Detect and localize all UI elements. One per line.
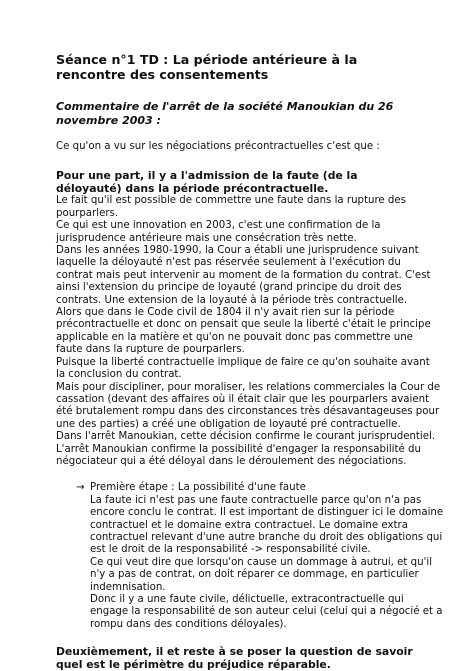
- text-line: précontractuelle et donc on pensait que seule la liberté c'était le principe: [56, 319, 431, 331]
- text-line: jurisprudence antérieure mais une consécration très nette.: [56, 232, 357, 244]
- document-subtitle: Commentaire de l'arrêt de la société Manoukian du 26 novembre 2003 :: [56, 100, 394, 127]
- text-line: Donc il y a une faute civile, délictuelle, extracontractuelle qui: [90, 594, 404, 605]
- bullet-title: Première étape : La possibilité d'une faute: [90, 482, 306, 494]
- text-line: été brutalement rompu dans des circonstances très désavantageuses pour: [56, 406, 440, 418]
- section-1-heading: Pour une part, il y a l'admission de la faute (de la déloyauté) dans la période précontractuelle.: [56, 169, 358, 196]
- text-line: Le fait qu'il est possible de commettre une faute dans la rupture des: [56, 195, 406, 207]
- text-line: indemnisation.: [90, 581, 166, 593]
- section-1-body: [56, 195, 441, 468]
- text-line: cassation (devant des affaires où il était clair que les pourparlers avaient: [56, 393, 430, 405]
- text-line: la conclusion du contrat.: [56, 369, 182, 381]
- text-line: applicable en la matière et qu'on ne pouvait donc pas commettre une: [56, 331, 413, 343]
- arrow-right-icon: →: [76, 482, 85, 494]
- text-line: faute dans la rupture de pourparlers.: [56, 344, 245, 356]
- text-line: n'y a pas de contrat, on doit réparer ce dommage, en particulier: [90, 569, 419, 581]
- text-line: engage la responsabilité de son auteur celui (celui qui a négocié et a: [90, 606, 443, 618]
- text-line: Dans l'arrêt Manoukian, cette décision confirme le courant jurisprudentiel.: [56, 431, 436, 443]
- text-line: encore conclu le contrat. Il est important de distinguer ici le domaine: [90, 507, 444, 519]
- text-line: négociateur qui a été déloyal dans le déroulement des négociations.: [56, 455, 407, 467]
- text-line: contrats. Une extension de la loyauté à la période très contractuelle.: [56, 294, 408, 306]
- text-line: Ce qui est une innovation en 2003, c'est une confirmation de la: [56, 220, 381, 232]
- bullet-body: [90, 482, 424, 494]
- text-line: contractuel relevant d'une autre branche du droit des obligations qui: [90, 531, 443, 543]
- text-line: rompu dans des conditions déloyales).: [90, 618, 287, 630]
- text-line: laquelle la déloyauté n'est pas réservée seulement à l'exécution du: [56, 257, 401, 269]
- bullet-paragraph: [76, 494, 444, 631]
- text-line: contractuel et le domaine extra contractuel. Le domaine extra: [90, 519, 408, 531]
- section-2-heading: Deuxièmement, il et reste à se poser la question de savoir quel est le périmètre du préjudice réparable.: [56, 645, 413, 671]
- text-line: Dans les années 1980-1990, la Cour a établi une jurisprudence suivant: [56, 245, 419, 257]
- text-line: Puisque la liberté contractuelle implique de faire ce qu'on souhaite avant: [56, 356, 430, 368]
- text-line: contrat mais peut intervenir au moment de la formation du contrat. C'est: [56, 269, 431, 281]
- text-line: une des parties) a créé une obligation de loyauté pré contractuelle.: [56, 418, 401, 430]
- text-line: L'arrêt Manoukian confirme la possibilité d'engager la responsabilité du: [56, 443, 421, 455]
- text-line: Ce qui veut dire que lorsqu'on cause un dommage à autrui, et qu'il: [90, 556, 433, 568]
- bullet-item: [76, 482, 424, 494]
- text-line: est le droit de la responsabilité -> responsabilité civile.: [90, 544, 371, 556]
- text-line: ainsi l'extension du principe de loyauté (grand principe du droit des: [56, 282, 402, 294]
- intro-paragraph: Ce qu'on a vu sur les négociations précontractuelles c'est que :: [56, 141, 380, 152]
- text-line: pourparlers.: [56, 207, 119, 219]
- page-title: Séance n°1 TD : La période antérieure à la rencontre des consentements: [56, 52, 358, 82]
- text-line: Mais pour discipliner, pour moraliser, les relations commerciales la Cour de: [56, 381, 441, 393]
- text-line: Alors que dans le Code civil de 1804 il n'y avait rien sur la période: [56, 307, 395, 319]
- text-line: La faute ici n'est pas une faute contractuelle parce qu'on n'a pas: [90, 494, 422, 506]
